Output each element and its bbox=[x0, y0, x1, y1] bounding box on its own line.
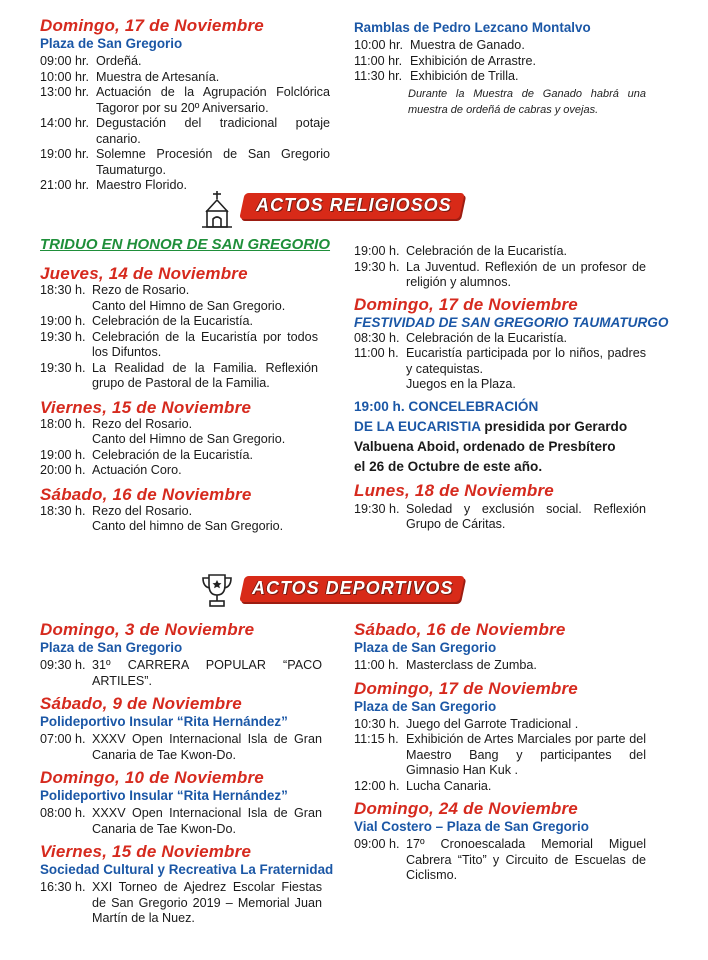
event-time: 18:30 h. bbox=[40, 283, 86, 297]
event-description: Celebración de la Eucaristía. bbox=[92, 447, 254, 462]
event-row bbox=[40, 147, 330, 178]
event-time: 10:00 hr. bbox=[40, 69, 90, 84]
day-heading: Domingo, 17 de Noviembre bbox=[354, 678, 578, 698]
event-description: La Juventud. Reflexión de un profesor de religión y alumnos. bbox=[406, 259, 646, 289]
religiosos-right-column bbox=[354, 244, 669, 533]
event-list bbox=[40, 880, 322, 927]
venue-label: Plaza de San Gregorio bbox=[40, 36, 183, 51]
event-description: XXXV Open Internacional Isla de Gran Canaria de Tae Kwon-Do. bbox=[92, 806, 322, 836]
religiosos-banner-title: ACTOS RELIGIOSOS bbox=[256, 195, 452, 215]
day-heading: Jueves, 14 de Noviembre bbox=[40, 264, 248, 283]
event-row bbox=[40, 880, 322, 927]
event-row bbox=[40, 806, 322, 837]
event-row bbox=[40, 463, 318, 479]
concelebracion-text: presidida por Gerardo bbox=[480, 418, 628, 434]
event-row bbox=[40, 330, 318, 361]
event-list bbox=[40, 54, 330, 194]
day-heading: Domingo, 10 de Noviembre bbox=[40, 768, 264, 787]
event-description: Exhibición de Artes Marciales por parte del Maestro Bang y participantes del Gimnasio Han Kuk . bbox=[406, 732, 646, 777]
day-heading: Sábado, 16 de Noviembre bbox=[354, 620, 566, 639]
event-row bbox=[354, 260, 646, 291]
event-description: Celebración de la Eucaristía. bbox=[92, 314, 254, 328]
event-description: Rezo del Rosario. bbox=[92, 503, 193, 518]
event-list bbox=[40, 283, 318, 392]
event-row bbox=[354, 732, 646, 779]
day-heading: Viernes, 15 de Noviembre bbox=[40, 397, 252, 417]
event-time: 11:00 hr. bbox=[354, 53, 403, 68]
concelebracion-title: DE LA EUCARISTIA bbox=[354, 418, 481, 434]
event-description: Eucaristía participada por lo niños, padres y catequistas. bbox=[406, 346, 646, 376]
event-description: La Realidad de la Familia. Reflexión grupo de Pastoral de la Familia. bbox=[92, 360, 318, 390]
event-list bbox=[40, 504, 318, 535]
event-time: 14:00 hr. bbox=[40, 116, 90, 130]
event-row bbox=[40, 361, 318, 392]
event-time bbox=[40, 299, 92, 315]
event-list bbox=[40, 658, 322, 689]
day-heading: Sábado, 16 de Noviembre bbox=[40, 484, 252, 504]
event-time: 19:30 h. bbox=[354, 259, 400, 274]
event-time: 10:00 hr. bbox=[354, 38, 404, 52]
event-description: Soledad y exclusión social. Reflexión Grupo de Cáritas. bbox=[406, 501, 646, 531]
event-time: 11:00 h. bbox=[354, 658, 399, 672]
event-time: 18:30 h. bbox=[40, 503, 86, 518]
event-time: 10:30 h. bbox=[354, 716, 400, 731]
event-row bbox=[40, 519, 318, 535]
event-row bbox=[354, 38, 646, 54]
event-description: Degustación del tradicional potaje canario. bbox=[96, 116, 330, 146]
day-heading: Domingo, 17 de Noviembre bbox=[40, 16, 264, 35]
event-time: 19:00 h. bbox=[354, 244, 400, 258]
event-row bbox=[40, 116, 330, 147]
venue-label: Plaza de San Gregorio bbox=[40, 640, 183, 655]
event-description: Muestra de Artesanía. bbox=[96, 69, 220, 84]
event-time bbox=[354, 377, 406, 393]
event-description: Masterclass de Zumba. bbox=[406, 658, 537, 672]
event-row bbox=[354, 54, 646, 70]
event-time: 11:30 hr. bbox=[354, 69, 403, 83]
event-row bbox=[354, 331, 646, 347]
event-row bbox=[40, 448, 318, 464]
concelebracion-line: el 26 de Octubre de este año. bbox=[354, 458, 543, 474]
venue-label: Vial Costero – Plaza de San Gregorio bbox=[354, 819, 589, 834]
event-row bbox=[354, 717, 646, 733]
venue-label: Polideportivo Insular “Rita Hernández” bbox=[40, 788, 288, 803]
event-row bbox=[40, 70, 330, 86]
concelebracion-line: Valbuena Aboid, ordenado de Presbítero bbox=[354, 438, 616, 454]
event-time: 08:00 h. bbox=[40, 806, 86, 820]
venue-label: Ramblas de Pedro Lezcano Montalvo bbox=[354, 20, 591, 35]
concelebracion-block bbox=[354, 397, 646, 477]
event-time: 19:30 h. bbox=[40, 329, 86, 344]
event-description: Celebración de la Eucaristía. bbox=[406, 330, 568, 345]
day-heading: Viernes, 15 de Noviembre bbox=[40, 842, 252, 861]
event-time: 21:00 hr. bbox=[40, 178, 90, 192]
event-time: 16:30 h. bbox=[40, 880, 86, 894]
day-heading: Domingo, 3 de Noviembre bbox=[40, 620, 255, 639]
event-time: 13:00 hr. bbox=[40, 85, 90, 99]
event-description: 17º Cronoescalada Memorial Miguel Cabrera “Tito” y Circuito de Escuelas de Ciclismo. bbox=[406, 837, 646, 882]
event-description: Canto del himno de San Gregorio. bbox=[92, 519, 284, 533]
event-description: Rezo de Rosario. bbox=[92, 283, 190, 297]
event-row bbox=[40, 299, 318, 315]
event-row bbox=[40, 432, 318, 448]
venue-label: Plaza de San Gregorio bbox=[354, 640, 497, 655]
event-time: 09:00 h. bbox=[354, 837, 400, 851]
triduo-heading: TRIDUO EN HONOR DE SAN GREGORIO bbox=[40, 236, 331, 253]
event-time: 07:00 h. bbox=[40, 732, 86, 746]
event-description: Solemne Procesión de San Gregorio Taumaturgo. bbox=[96, 147, 330, 177]
event-description: Lucha Canaria. bbox=[406, 778, 492, 793]
day-heading: Sábado, 9 de Noviembre bbox=[40, 694, 242, 713]
note-text: Durante la Muestra de Ganado habrá una muestra de ordeñá de cabras y ovejas. bbox=[408, 87, 646, 116]
day-heading: Domingo, 17 de Noviembre bbox=[354, 294, 578, 314]
deportivos-left-column bbox=[40, 620, 334, 927]
event-description: Celebración de la Eucaristía. bbox=[406, 244, 568, 258]
event-description: Exhibición de Arrastre. bbox=[410, 53, 536, 68]
event-description: XXI Torneo de Ajedrez Escolar Fiestas de San Gregorio 2019 – Memorial Juan Martín de la Nuez. bbox=[92, 880, 322, 925]
event-description: Ordeñá. bbox=[96, 54, 142, 68]
top-left-column bbox=[40, 16, 330, 194]
event-description: Maestro Florido. bbox=[96, 178, 187, 192]
event-row bbox=[354, 658, 646, 674]
event-row bbox=[354, 502, 646, 533]
event-description: Actuación de la Agrupación Folclórica Tagoror por su 20º Aniversario. bbox=[96, 85, 330, 115]
event-description: Juego del Garrote Tradicional . bbox=[406, 716, 579, 731]
event-row bbox=[40, 417, 318, 433]
event-row bbox=[40, 504, 318, 520]
event-description: Canto del Himno de San Gregorio. bbox=[92, 432, 286, 446]
venue-label: Plaza de San Gregorio bbox=[354, 698, 497, 714]
deportivos-right-column bbox=[354, 620, 646, 884]
religiosos-left-column bbox=[40, 236, 331, 535]
event-row bbox=[40, 54, 330, 70]
event-row bbox=[354, 837, 646, 884]
event-row bbox=[40, 314, 318, 330]
event-time: 11:15 h. bbox=[354, 732, 399, 746]
church-icon bbox=[200, 190, 234, 230]
event-description: Canto del Himno de San Gregorio. bbox=[92, 298, 286, 313]
event-row bbox=[354, 779, 646, 795]
event-list bbox=[40, 806, 322, 837]
event-description: Actuación Coro. bbox=[92, 463, 182, 477]
concelebracion-line bbox=[354, 417, 646, 437]
event-description: Muestra de Ganado. bbox=[410, 38, 525, 52]
top-right-column bbox=[354, 20, 646, 118]
event-time: 19:30 h. bbox=[354, 501, 400, 516]
event-time: 08:30 h. bbox=[354, 330, 400, 345]
venue-label: Sociedad Cultural y Recreativa La Fraternidad bbox=[40, 862, 334, 877]
event-row bbox=[354, 377, 646, 393]
event-row bbox=[40, 283, 318, 299]
event-list bbox=[354, 38, 646, 85]
venue-label: Polideportivo Insular “Rita Hernández” bbox=[40, 714, 288, 729]
event-description: Exhibición de Trilla. bbox=[410, 69, 519, 83]
event-time: 18:00 h. bbox=[40, 416, 86, 431]
event-row bbox=[354, 346, 646, 377]
event-list bbox=[354, 837, 646, 884]
event-row bbox=[40, 658, 322, 689]
event-list bbox=[40, 417, 318, 479]
event-row bbox=[354, 244, 646, 260]
event-list bbox=[354, 502, 646, 533]
event-description: Celebración de la Eucaristía por todos los Difuntos. bbox=[92, 329, 318, 359]
event-description: XXXV Open Internacional Isla de Gran Canaria de Tae Kwon-Do. bbox=[92, 732, 322, 762]
event-row bbox=[40, 85, 330, 116]
trophy-icon bbox=[200, 572, 234, 610]
event-time: 19:00 h. bbox=[40, 447, 86, 462]
day-heading: Lunes, 18 de Noviembre bbox=[354, 480, 554, 500]
festividad-heading: FESTIVIDAD DE SAN GREGORIO TAUMATURGO bbox=[354, 314, 669, 330]
event-time: 09:00 hr. bbox=[40, 54, 90, 68]
event-row bbox=[40, 178, 330, 194]
event-description: Rezo del Rosario. bbox=[92, 416, 193, 431]
event-time: 20:00 h. bbox=[40, 463, 86, 477]
event-description: 31º CARRERA POPULAR “PACO ARTILES”. bbox=[92, 658, 322, 688]
event-list bbox=[40, 732, 322, 763]
event-time: 19:00 hr. bbox=[40, 147, 90, 161]
event-time bbox=[40, 432, 92, 448]
event-time: 19:00 h. bbox=[40, 314, 86, 328]
event-list bbox=[354, 717, 646, 795]
event-row bbox=[40, 732, 322, 763]
concelebracion-line: 19:00 h. CONCELEBRACIÓN bbox=[354, 398, 539, 414]
event-time: 12:00 h. bbox=[354, 778, 400, 793]
event-list bbox=[354, 331, 646, 393]
event-list bbox=[354, 658, 646, 674]
event-list bbox=[354, 244, 646, 291]
event-time: 19:30 h. bbox=[40, 360, 86, 375]
event-description: Juegos en la Plaza. bbox=[406, 377, 516, 391]
event-row bbox=[354, 69, 646, 85]
deportivos-banner-title: ACTOS DEPORTIVOS bbox=[252, 578, 454, 598]
day-heading: Domingo, 24 de Noviembre bbox=[354, 799, 578, 818]
event-time bbox=[40, 519, 92, 535]
event-time: 09:30 h. bbox=[40, 658, 86, 672]
event-time: 11:00 h. bbox=[354, 346, 399, 360]
